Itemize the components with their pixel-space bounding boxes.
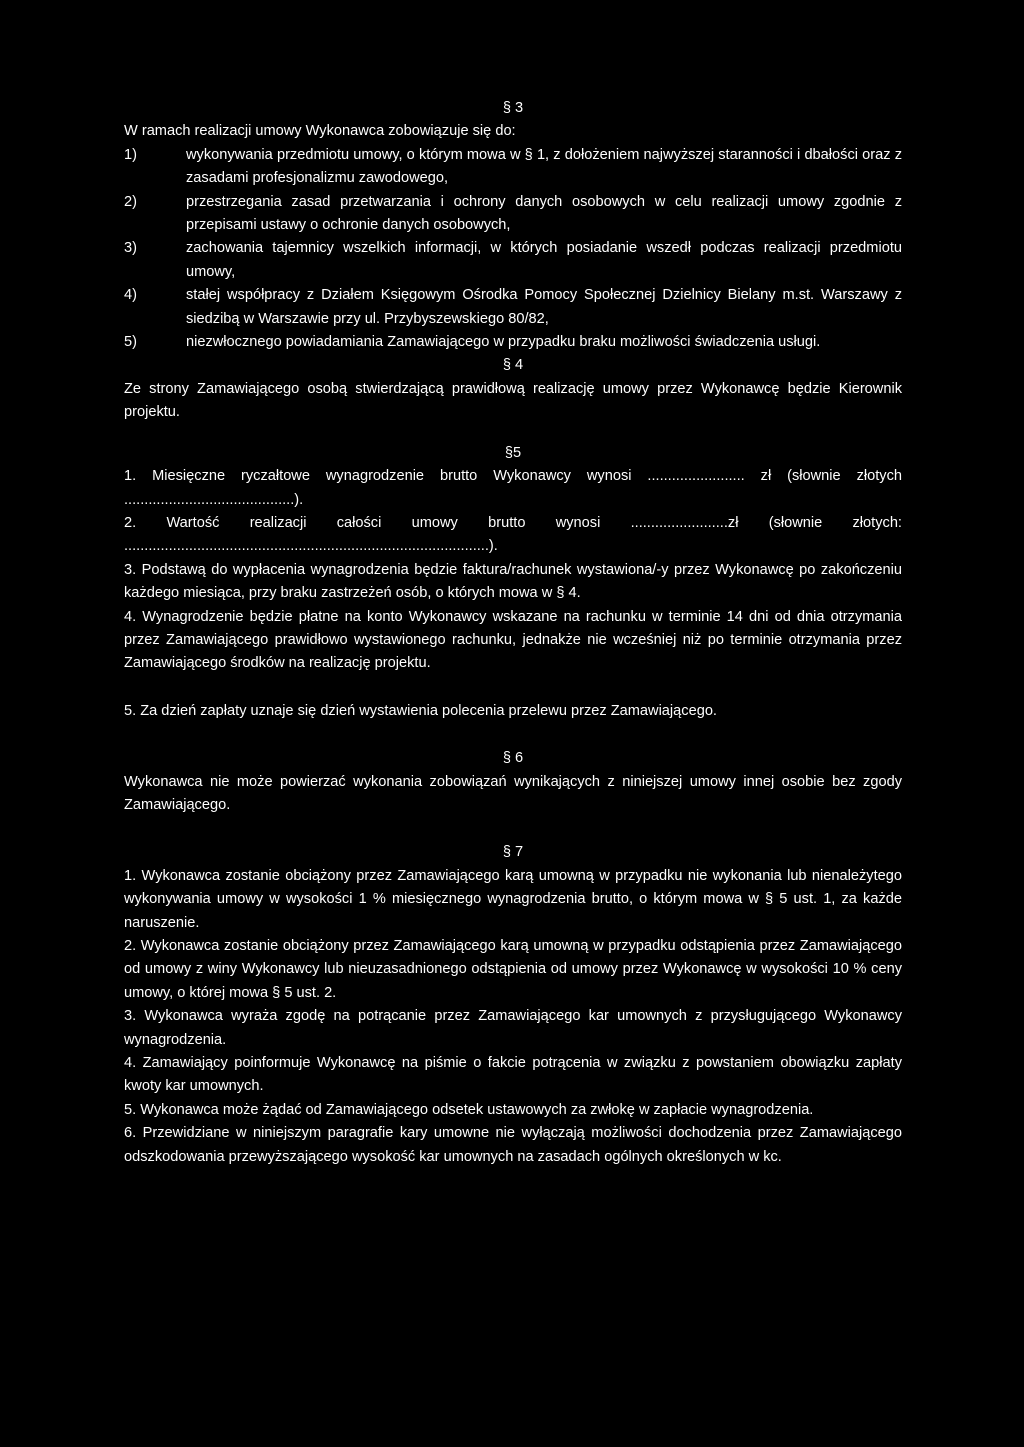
spacer bbox=[124, 676, 902, 700]
spacer bbox=[124, 425, 902, 442]
item-number: 5) bbox=[124, 334, 137, 351]
section-3-item-2 bbox=[124, 191, 902, 238]
section-5-paragraph-3: 3. Podstawą do wypłacenia wynagrodzenia będzie faktura/rachunek wystawiona/-y przez Wykonawcę po zakończeniu każdego miesiąca, przy braku zastrzeżeń osób, o których mowa w § 4. bbox=[124, 561, 902, 602]
spacer bbox=[124, 817, 902, 841]
section-3-heading: § 3 bbox=[502, 100, 524, 116]
section-3-item-3 bbox=[124, 237, 902, 284]
section-7-heading: § 7 bbox=[502, 844, 524, 861]
item-text: przestrzegania zasad przetwarzania i ochrony danych osobowych w celu realizacji umowy zgodnie z przepisami ustawy o ochronie danych osobowych, bbox=[186, 193, 902, 234]
section-7-paragraph-6: 6. Przewidziane w niniejszym paragrafie kary umowne nie wyłączają możliwości dochodzenia przez Zamawiającego odszkodowania przewyższającego wysokość kar umownych na zasadach ogólnych określonych w kc. bbox=[124, 1125, 902, 1165]
item-text: niezwłocznego powiadamiania Zamawiającego w przypadku braku możliwości świadczenia usługi. bbox=[186, 334, 821, 351]
section-5-paragraph-1: 1. Miesięczne ryczałtowe wynagrodzenie brutto Wykonawcy wynosi ........................ zł (słownie złotych ..........................................). bbox=[124, 468, 902, 508]
item-number: 4) bbox=[124, 287, 137, 304]
section-5-paragraph-5: 5. Za dzień zapłaty uznaje się dzień wystawienia polecenia przelewu przez Zamawiającego. bbox=[124, 702, 717, 719]
section-6-text: Wykonawca nie może powierzać wykonania zobowiązań wynikających z niniejszej umowy innej osobie bez zgody Zamawiającego. bbox=[124, 773, 902, 813]
section-6-heading: § 6 bbox=[502, 750, 524, 767]
section-5-heading: §5 bbox=[504, 444, 522, 461]
section-7-paragraph-4: 4. Zamawiający poinformuje Wykonawcę na piśmie o fakcie potrącenia w związku z powstaniem obowiązku zapłaty kwoty kar umownych. bbox=[124, 1055, 902, 1095]
section-5-paragraph-2: 2. Wartość realizacji całości umowy brutto wynosi ........................zł (słownie złotych: ..........................................................................................). bbox=[124, 514, 902, 555]
section-7-paragraph-3: 3. Wykonawca wyraża zgodę na potrącanie przez Zamawiającego kar umownych z przysługującego Wykonawcy wynagrodzenia. bbox=[124, 1008, 902, 1048]
section-4-text: Ze strony Zamawiającego osobą stwierdzającą prawidłową realizację umowy przez Wykonawcę będzie Kierownik projektu. bbox=[124, 380, 902, 421]
section-3-item-5 bbox=[124, 331, 902, 354]
document-page bbox=[124, 97, 902, 1169]
section-7-paragraph-5: 5. Wykonawca może żądać od Zamawiającego odsetek ustawowych za zwłokę w zapłacie wynagrodzenia. bbox=[124, 1101, 814, 1118]
section-5-paragraph-4: 4. Wynagrodzenie będzie płatne na konto Wykonawcy wskazane na rachunku w terminie 14 dni od dnia otrzymania przez Zamawiającego prawidłowo wystawionego rachunku, jednakże nie wcześniej niż po terminie otrzymania przez Zamawiającego środków na realizację projektu. bbox=[124, 608, 902, 672]
section-3-item-1 bbox=[124, 144, 902, 191]
section-3-item-4 bbox=[124, 284, 902, 331]
item-text: wykonywania przedmiotu umowy, o którym mowa w § 1, z dołożeniem najwyższej staranności i dbałości oraz z zasadami profesjonalizmu zawodowego, bbox=[186, 146, 902, 187]
item-number: 1) bbox=[124, 146, 137, 163]
section-7-paragraph-2: 2. Wykonawca zostanie obciążony przez Zamawiającego karą umowną w przypadku odstąpienia przez Zamawiającego od umowy z winy Wykonawcy lub nieuzasadnionego odstąpienia od umowy przez Wykonawcę w wysokości 10 % ceny umowy, o której mowa § 5 ust. 2. bbox=[124, 938, 902, 1001]
spacer bbox=[124, 723, 902, 747]
section-4-heading: § 4 bbox=[502, 357, 524, 374]
item-text: stałej współpracy z Działem Księgowym Ośrodka Pomocy Społecznej Dzielnicy Bielany m.st. Warszawy z siedzibą w Warszawie przy ul. Przybyszewskiego 80/82, bbox=[186, 287, 902, 327]
section-3-intro: W ramach realizacji umowy Wykonawca zobowiązuje się do: bbox=[124, 123, 516, 140]
section-7-paragraph-1: 1. Wykonawca zostanie obciążony przez Zamawiającego karą umowną w przypadku nie wykonania lub nienależytego wykonywania umowy w wysokości 1 % miesięcznego wynagrodzenia brutto, o którym mowa w § 5 ust. 1, za każde naruszenie. bbox=[124, 867, 902, 931]
item-text: zachowania tajemnicy wszelkich informacji, w których posiadanie wszedł podczas realizacji przedmiotu umowy, bbox=[186, 240, 902, 280]
item-number: 3) bbox=[124, 240, 137, 257]
item-number: 2) bbox=[124, 193, 137, 210]
